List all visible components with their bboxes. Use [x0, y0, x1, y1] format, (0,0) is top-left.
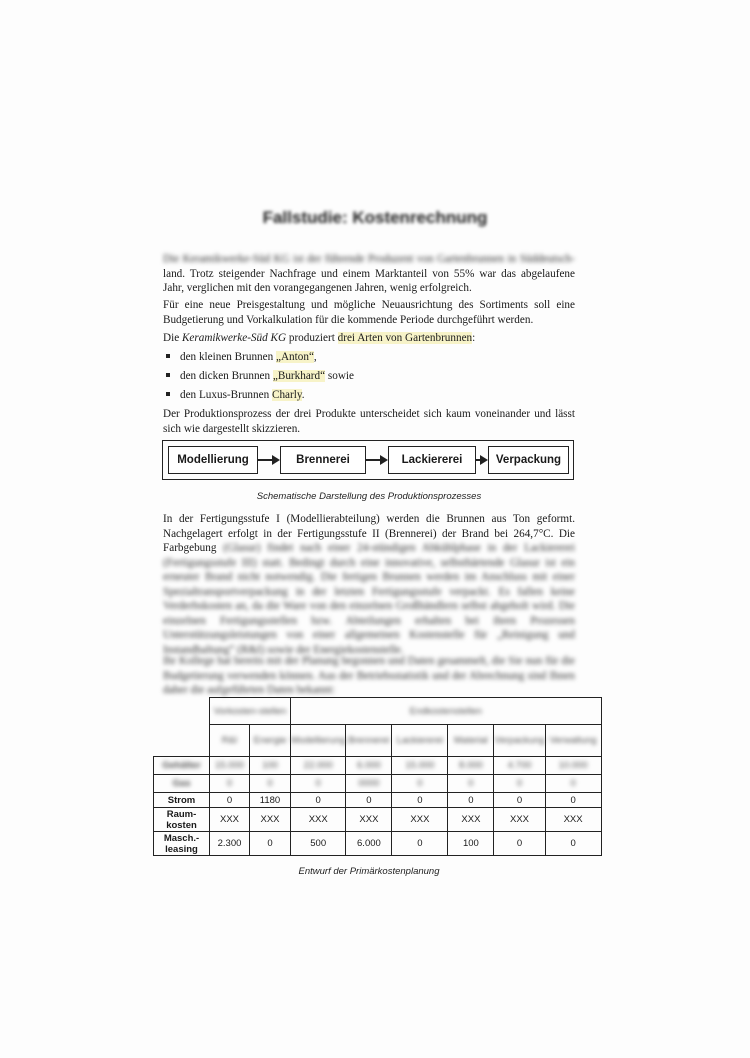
table-cell: 0 — [494, 775, 545, 793]
bullet-icon — [166, 392, 170, 396]
table-cell: 4.700 — [494, 757, 545, 775]
table-cell: 10.000 — [545, 757, 601, 775]
group-header: Endkostenstellen — [291, 698, 602, 725]
table-row — [154, 775, 602, 793]
product-name: Charly — [271, 389, 302, 401]
table-cell: 0 — [494, 793, 545, 808]
fertigung-paragraph — [163, 512, 575, 657]
product-list — [163, 350, 563, 407]
table-cell: 0 — [210, 775, 250, 793]
table-cell: 500 — [291, 832, 346, 856]
table-corner — [154, 698, 210, 725]
process-step-lackiererei: Lackiererei — [388, 446, 476, 474]
bullet-suffix: . — [301, 389, 305, 401]
table-cell: 8.000 — [448, 757, 494, 775]
table-cell: 0 — [545, 832, 601, 856]
table-cell: 0 — [392, 793, 448, 808]
table-header-row — [154, 725, 602, 757]
column-header: Modellierung — [291, 725, 346, 757]
table-cell: 15.000 — [392, 757, 448, 775]
column-header: Brennerei — [346, 725, 392, 757]
row-label: Raum-kosten — [154, 808, 210, 832]
products-intro-mid: produziert — [286, 332, 338, 344]
products-intro-post: : — [472, 332, 476, 344]
intro-blurred-line: Die Keramikwerke-Süd KG ist der führende Produzent von Gartenbrunnen in Süddeutsch- — [163, 253, 575, 265]
table-cell: 0 — [392, 832, 448, 856]
table-cell: 0 — [250, 832, 291, 856]
table-cell: 0 — [448, 775, 494, 793]
process-paragraph: Der Produktionsprozess der drei Produkte unterscheidet sich kaum voneinander und lässt sich wie dargestellt skizzieren. — [163, 408, 575, 435]
table-cell: 0 — [448, 793, 494, 808]
table-corner — [154, 725, 210, 757]
column-header: Lackiererei — [392, 725, 448, 757]
column-header: Verwaltung — [545, 725, 601, 757]
bullet-text: den dicken Brunnen — [180, 370, 273, 382]
group-header: Vorkosten-stellen — [210, 698, 291, 725]
arrow-icon — [476, 459, 486, 461]
table-cell: XXX — [494, 808, 545, 832]
process-caption: Schematische Darstellung des Produktionsprozesses — [256, 491, 482, 502]
table-cell: XXX — [448, 808, 494, 832]
table-cell: XXX — [545, 808, 601, 832]
document-title: Fallstudie: Kostenrechnung — [262, 208, 488, 227]
table-cell: 0 — [291, 775, 346, 793]
table-cell: 100 — [448, 832, 494, 856]
process-step-verpackung: Verpackung — [488, 446, 569, 474]
table-row — [154, 793, 602, 808]
table-caption: Entwurf der Primärkostenplanung — [298, 866, 440, 877]
bullet-suffix: sowie — [325, 370, 354, 382]
table-cell: XXX — [210, 808, 250, 832]
table-cell: 6.000 — [346, 832, 392, 856]
table-group-header-row — [154, 698, 602, 725]
row-label: Masch.-leasing — [154, 832, 210, 856]
column-header: Energie — [250, 725, 291, 757]
arrow-icon — [258, 459, 278, 461]
column-header: Verpackung — [494, 725, 545, 757]
fertigung-text: In der Fertigungsstufe I (Modellierabteilung) werden die Brunnen aus Ton geformt. Nachgelagert erfolgt in der Fertigungsstufe II (Brennerei) der Brand bei 264,7°C. Die Farbgebung — [163, 513, 575, 554]
bullet-text: den Luxus-Brunnen — [180, 389, 272, 401]
table-cell: 0 — [392, 775, 448, 793]
bullet-icon — [166, 373, 170, 377]
products-intro-pre: Die — [163, 332, 182, 344]
product-name: „Anton“ — [276, 351, 314, 363]
table-cell: 0 — [545, 775, 601, 793]
table-row — [154, 808, 602, 832]
table-cell: 2.300 — [210, 832, 250, 856]
cost-table — [153, 697, 602, 856]
table-cell: 0 — [545, 793, 601, 808]
process-diagram — [162, 440, 574, 480]
bullet-suffix: , — [313, 351, 317, 363]
list-item — [163, 388, 563, 407]
data-intro-paragraph: Ihr Kollege hat bereits mit der Planung begonnen und Daten gesammelt, die Sie nun für die Budgetierung verwenden können. Aus der Betriebsstatistik und der Abrechnung sind Ihnen daher die aufgeführten Daten bekannt: — [163, 655, 575, 696]
row-label: Gas — [154, 775, 210, 793]
bullet-text: den kleinen Brunnen — [180, 351, 277, 363]
table-cell: 22.000 — [291, 757, 346, 775]
table-cell: XXX — [346, 808, 392, 832]
product-name: „Burkhard“ — [272, 370, 326, 382]
table-cell: 0000 — [346, 775, 392, 793]
table-cell: 0 — [291, 793, 346, 808]
table-cell: 0 — [210, 793, 250, 808]
column-header: Material — [448, 725, 494, 757]
table-cell: 0 — [494, 832, 545, 856]
arrow-icon — [366, 459, 386, 461]
column-header: R&I — [210, 725, 250, 757]
table-cell: 100 — [250, 757, 291, 775]
list-item — [163, 369, 563, 388]
process-step-brennerei: Brennerei — [280, 446, 366, 474]
row-label: Gehälter — [154, 757, 210, 775]
bullet-icon — [166, 354, 170, 358]
table-cell: 6.000 — [346, 757, 392, 775]
list-item — [163, 350, 563, 369]
table-cell: 1180 — [250, 793, 291, 808]
table-cell: XXX — [250, 808, 291, 832]
intro-text: land. Trotz steigender Nachfrage und einem Marktanteil von 55% war das abgelaufene Jahr, verglichen mit den vorangegangenen Jahren, wenig erfolgreich. — [163, 267, 575, 294]
highlighted-phrase: drei Arten von Gartenbrunnen — [337, 332, 473, 344]
products-intro-paragraph — [163, 331, 575, 346]
budget-paragraph: Für eine neue Preisgestaltung und mögliche Neuausrichtung des Sortiments soll eine Budgetierung und Vorkalkulation für die kommende Periode durchgeführt werden. — [163, 299, 575, 326]
table-cell: 15.000 — [210, 757, 250, 775]
row-label: Strom — [154, 793, 210, 808]
table-cell: XXX — [392, 808, 448, 832]
process-step-modellierung: Modellierung — [168, 446, 258, 474]
company-name: Keramikwerke-Süd KG — [181, 332, 287, 344]
table-cell: 0 — [250, 775, 291, 793]
table-row — [154, 832, 602, 856]
fertigung-blurred-text: (Glasur) findet nach einer 24-stündigen Abkühlphase in der Lackiererei (Fertigungsstufe III) statt. Bedingt durch eine innovative, selbsthärtende Glasur ist ein erneuter Brand nicht notwendig. Die fertigen Brunnen werden im Anschluss mit einer Spezialtransportverpackung in der letzten Fertigungsstufe verpackt. Es fallen keine Verderbskosten an, da die Ware von den einzelnen Großhändlern selbst abgeholt wird. Die einzelnen Fertigungsstellen bzw. Abteilungen erhalten bei ihren Prozessen Unterstützungsleistungen von einer allgemeinen Kostenstelle für „Reinigung und Instandhaltung“ (R&I) sowie der Energiekostenstelle. — [163, 542, 576, 656]
table-cell: XXX — [291, 808, 346, 832]
table-row — [154, 757, 602, 775]
intro-paragraph — [163, 252, 575, 296]
table-cell: 0 — [346, 793, 392, 808]
